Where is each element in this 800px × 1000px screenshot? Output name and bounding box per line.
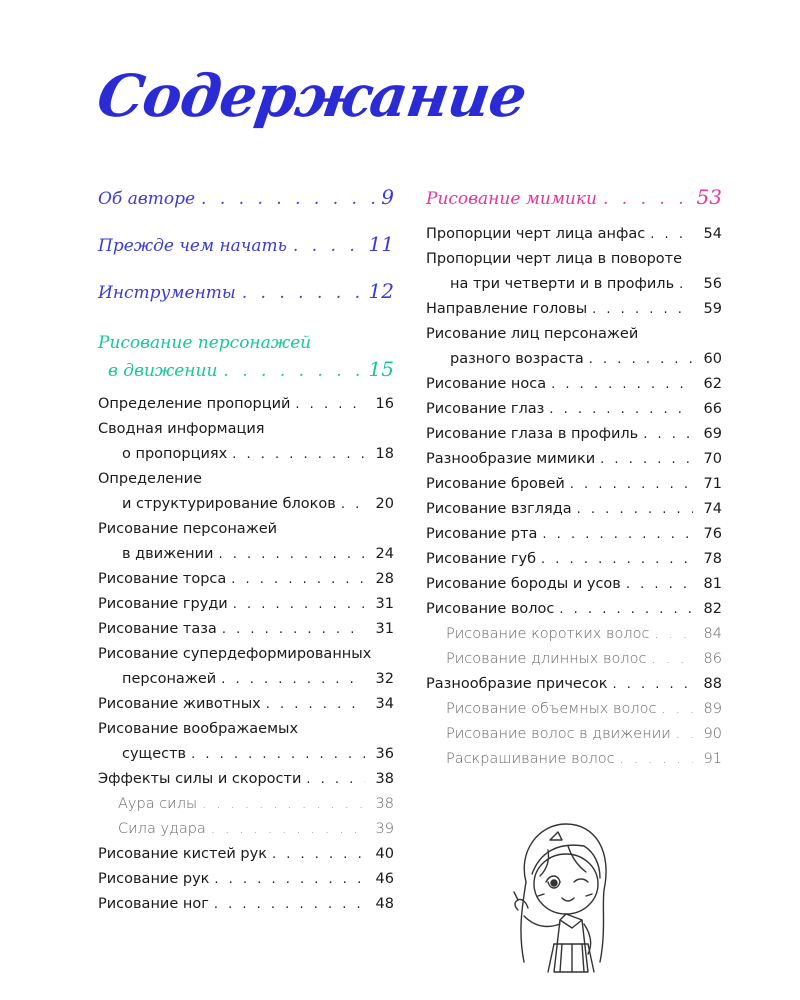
section-page: 12: [368, 279, 394, 303]
entry-title-line: Сила удара: [118, 821, 206, 837]
toc-subentry[interactable]: [98, 792, 394, 817]
entry-title-line: в движении: [122, 546, 214, 562]
leader-dots: [242, 278, 363, 308]
leader-dots: [577, 497, 693, 522]
leader-dots: [603, 184, 691, 214]
leader-dots: [612, 672, 693, 697]
entry-title-line: о пропорциях: [122, 446, 228, 462]
entry-title-line: разного возраста: [450, 351, 584, 367]
entry-title-line: Рисование коротких волос: [446, 626, 650, 642]
toc-subentry[interactable]: [426, 747, 722, 772]
leader-dots: [266, 692, 365, 717]
page-title: Содержание: [93, 62, 531, 130]
entry-page: 31: [375, 596, 394, 612]
entry-title-line: Рисование супердеформированных: [98, 646, 372, 662]
entry-page: 66: [703, 401, 722, 417]
entry-page: 16: [375, 396, 394, 412]
entry-page: 82: [703, 601, 722, 617]
leader-dots: [191, 742, 365, 767]
section-page: 53: [696, 185, 722, 209]
toc-entry[interactable]: [98, 867, 394, 892]
leader-dots: [201, 184, 375, 214]
entry-page: 36: [375, 746, 394, 762]
toc-subentry[interactable]: [426, 622, 722, 647]
leader-dots: [654, 622, 693, 647]
toc-entry[interactable]: [426, 322, 722, 372]
entry-page: 81: [703, 576, 722, 592]
leader-dots: [221, 667, 365, 692]
leader-dots: [293, 231, 363, 261]
section-title-line2: в движении: [108, 361, 218, 381]
toc-entry[interactable]: [426, 297, 722, 322]
entry-page: 62: [703, 376, 722, 392]
entry-page: 34: [375, 696, 394, 712]
toc-entry[interactable]: [98, 842, 394, 867]
entry-title-line: на три четверти и в профиль: [450, 276, 675, 292]
toc-entry[interactable]: [98, 892, 394, 917]
chibi-girl-illustration: [488, 812, 628, 982]
entry-title-line: Рисование глаза в профиль: [426, 426, 639, 442]
entry-title-line: Определение пропорций: [98, 396, 291, 412]
entry-title-line: Рисование бороды и усов: [426, 576, 621, 592]
entry-page: 84: [703, 626, 722, 642]
entry-page: 18: [375, 446, 394, 462]
entry-title-line: Рисование объемных волос: [446, 701, 657, 717]
entry-title-line: Рисование ног: [98, 896, 209, 912]
entry-title-line: Рисование рук: [98, 871, 210, 887]
leader-dots: [620, 747, 693, 772]
leader-dots: [222, 617, 365, 642]
entry-page: 71: [703, 476, 722, 492]
leader-dots: [214, 867, 365, 892]
entry-page: 54: [703, 226, 722, 242]
leader-dots: [272, 842, 365, 867]
entry-page: 74: [703, 501, 722, 517]
entry-title-line: Рисование лиц персонажей: [426, 326, 639, 342]
entry-title-line: Направление головы: [426, 301, 588, 317]
toc-subentry[interactable]: [426, 722, 722, 747]
entry-title-line: Разнообразие причесок: [426, 676, 608, 692]
leader-dots: [541, 547, 693, 572]
entry-title-line: Определение: [98, 471, 202, 487]
entry-title-line: Сводная информация: [98, 421, 265, 437]
entry-title-line: Рисование глаз: [426, 401, 545, 417]
toc-entry[interactable]: [98, 517, 394, 567]
leader-dots: [661, 697, 693, 722]
entry-page: 24: [375, 546, 394, 562]
toc-entry[interactable]: [98, 692, 394, 717]
entry-title-line: Рисование бровей: [426, 476, 565, 492]
leader-dots: [592, 297, 693, 322]
entry-page: 86: [703, 651, 722, 667]
toc-subentry[interactable]: [98, 817, 394, 842]
toc-entry[interactable]: [98, 767, 394, 792]
toc-entry[interactable]: [426, 472, 722, 497]
entry-page: 59: [703, 301, 722, 317]
entry-page: 38: [375, 771, 394, 787]
entry-title-line: Рисование губ: [426, 551, 537, 567]
entry-page: 38: [375, 796, 394, 812]
section-page: 11: [368, 232, 394, 256]
toc-entry[interactable]: [98, 642, 394, 692]
toc-section-before-start[interactable]: [98, 229, 394, 261]
leader-dots: [202, 792, 365, 817]
toc-section-about[interactable]: [98, 182, 394, 214]
entry-page: 70: [703, 451, 722, 467]
toc-subentry[interactable]: [426, 697, 722, 722]
toc-left-column: [98, 182, 394, 917]
toc-entry[interactable]: [98, 467, 394, 517]
toc-subentry[interactable]: [426, 647, 722, 672]
leader-dots: [559, 597, 693, 622]
toc-entry[interactable]: [426, 672, 722, 697]
leader-dots: [679, 272, 693, 297]
leader-dots: [295, 392, 365, 417]
toc-entry[interactable]: [426, 222, 722, 247]
entry-title-line: существ: [122, 746, 187, 762]
leader-dots: [214, 892, 365, 917]
toc-right-column: [426, 182, 722, 772]
leader-dots: [643, 422, 693, 447]
entry-title-line: Рисование торса: [98, 571, 227, 587]
entry-title-line: Пропорции черт лица в повороте: [426, 251, 683, 267]
toc-entry[interactable]: [426, 372, 722, 397]
toc-entry[interactable]: [98, 717, 394, 767]
entry-title-line: Раскрашивание волос: [446, 751, 615, 767]
leader-dots: [231, 567, 365, 592]
leader-dots: [306, 767, 365, 792]
entry-page: 91: [703, 751, 722, 767]
entry-title-line: и структурирование блоков: [122, 496, 336, 512]
leader-dots: [650, 222, 693, 247]
entry-page: 88: [703, 676, 722, 692]
entry-page: 60: [703, 351, 722, 367]
entry-title-line: Рисование животных: [98, 696, 261, 712]
entry-page: 39: [375, 821, 394, 837]
entry-page: 90: [703, 726, 722, 742]
toc-entry[interactable]: [426, 572, 722, 597]
entry-page: 89: [703, 701, 722, 717]
entry-title-line: Рисование воображаемых: [98, 721, 299, 737]
entry-page: 78: [703, 551, 722, 567]
entry-page: 76: [703, 526, 722, 542]
section-title: Прежде чем начать: [98, 236, 287, 256]
section-title-line1: Рисование персонажей: [98, 333, 312, 353]
toc-entry[interactable]: [426, 497, 722, 522]
entry-page: 31: [375, 621, 394, 637]
entry-title-line: Рисование персонажей: [98, 521, 278, 537]
section-title: Инструменты: [98, 283, 236, 303]
entry-title-line: Рисование взгляда: [426, 501, 572, 517]
section-title: Об авторе: [98, 189, 196, 209]
toc-section-tools[interactable]: [98, 276, 394, 308]
leader-dots: [676, 722, 693, 747]
toc-entry[interactable]: [98, 617, 394, 642]
entry-title-line: Рисование носа: [426, 376, 547, 392]
toc-right-entries: [426, 222, 722, 772]
entry-title-line: Рисование груди: [98, 596, 228, 612]
entry-title-line: персонажей: [122, 671, 217, 687]
entry-page: 46: [375, 871, 394, 887]
leader-dots: [341, 492, 365, 517]
toc-left-entries: [98, 392, 394, 917]
toc-entry[interactable]: [98, 392, 394, 417]
leader-dots: [551, 372, 693, 397]
entry-title-line: Рисование рта: [426, 526, 538, 542]
section-title: Рисование мимики: [426, 189, 597, 209]
entry-title-line: Рисование кистей рук: [98, 846, 267, 862]
leader-dots: [549, 397, 693, 422]
leader-dots: [600, 447, 693, 472]
toc-entry[interactable]: [426, 447, 722, 472]
leader-dots: [232, 442, 365, 467]
leader-dots: [233, 592, 365, 617]
leader-dots: [223, 358, 362, 384]
entry-title-line: Эффекты силы и скорости: [98, 771, 302, 787]
toc-entry[interactable]: [426, 597, 722, 622]
entry-title-line: Разнообразие мимики: [426, 451, 596, 467]
leader-dots: [626, 572, 693, 597]
toc-entry[interactable]: [426, 522, 722, 547]
entry-title-line: Аура силы: [118, 796, 198, 812]
toc-entry[interactable]: [98, 567, 394, 592]
entry-title-line: Рисование таза: [98, 621, 217, 637]
toc-entry[interactable]: [426, 397, 722, 422]
leader-dots: [542, 522, 693, 547]
leader-dots: [218, 542, 365, 567]
entry-title-line: Пропорции черт лица анфас: [426, 226, 646, 242]
leader-dots: [651, 647, 693, 672]
toc-entry[interactable]: [426, 247, 722, 297]
leader-dots: [589, 347, 693, 372]
entry-title-line: Рисование длинных волос: [446, 651, 647, 667]
toc-entry[interactable]: [426, 547, 722, 572]
toc-entry[interactable]: [98, 592, 394, 617]
toc-entry[interactable]: [98, 417, 394, 467]
entry-page: 40: [375, 846, 394, 862]
entry-page: 48: [375, 896, 394, 912]
entry-page: 20: [375, 496, 394, 512]
entry-title-line: Рисование волос в движении: [446, 726, 671, 742]
entry-page: 32: [375, 671, 394, 687]
toc-section-characters-motion[interactable]: [98, 330, 394, 384]
section-page: 15: [368, 357, 394, 381]
leader-dots: [211, 817, 365, 842]
section-page: 9: [381, 185, 394, 209]
toc-entry[interactable]: [426, 422, 722, 447]
leader-dots: [570, 472, 693, 497]
entry-page: 28: [375, 571, 394, 587]
entry-title-line: Рисование волос: [426, 601, 555, 617]
toc-section-facial-expressions[interactable]: [426, 182, 722, 214]
entry-page: 56: [703, 276, 722, 292]
entry-page: 69: [703, 426, 722, 442]
